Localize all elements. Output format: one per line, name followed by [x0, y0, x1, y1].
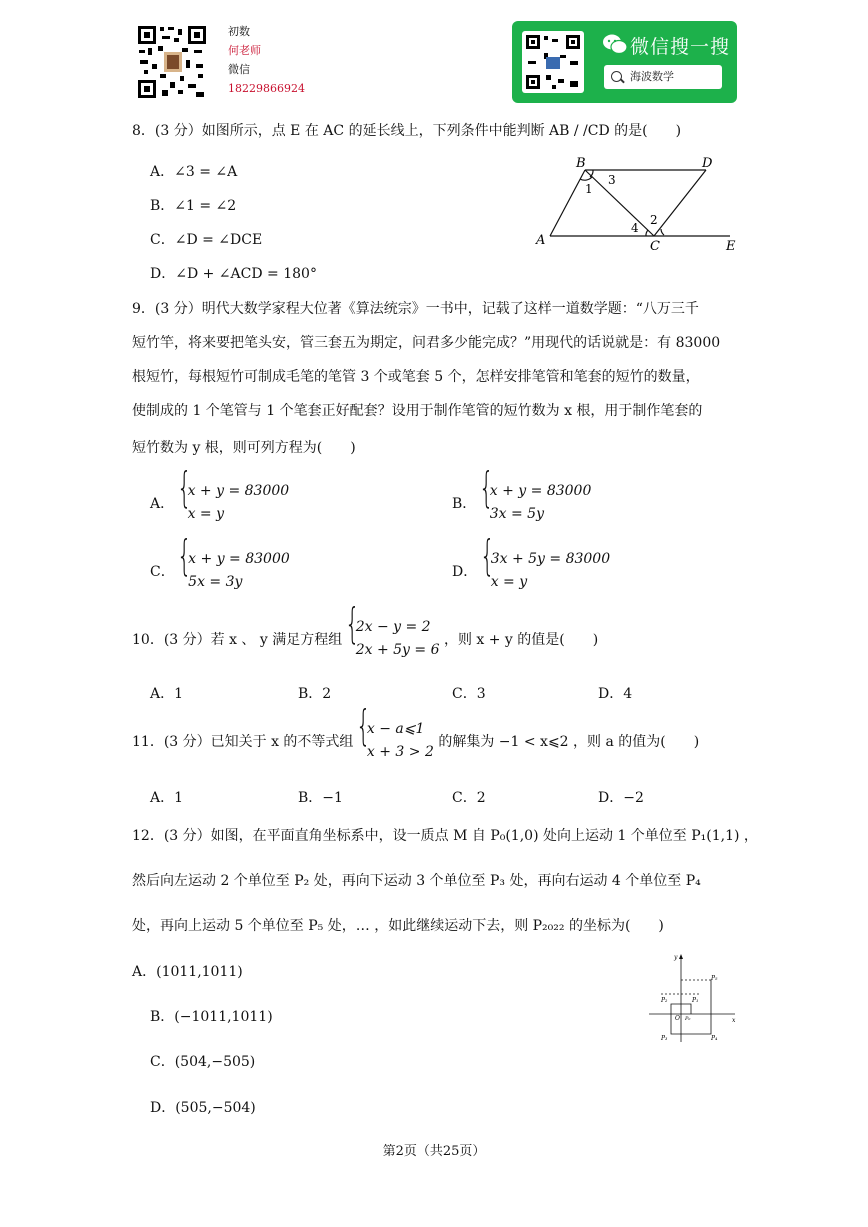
q10-system [347, 616, 440, 662]
wechat-search-title: 微信搜一搜 [630, 36, 731, 58]
q10-option-c: C．3 [452, 686, 486, 702]
banner-qr-code [522, 31, 584, 93]
q11-stem [132, 718, 699, 764]
page-footer: 第2页（共25页） [382, 1144, 486, 1159]
q12-option-c: C．(504,−505) [150, 1054, 256, 1070]
q11-option-b: B．−1 [298, 790, 343, 806]
q8-option-a: A．∠3 = ∠A [150, 164, 238, 180]
q11-option-d: D．−2 [598, 790, 644, 806]
angle-4-label: 4 [631, 221, 639, 235]
angle-2-label: 2 [650, 213, 658, 227]
qr-code-icon [522, 31, 584, 93]
q9-option-b-system [481, 480, 592, 526]
q9-option-c-label: C． [150, 564, 175, 580]
q9-b-eq1: { x + y = 83000 [489, 483, 592, 499]
qr-code-left [136, 24, 208, 100]
q11-eq1: { x − a⩽1 [366, 721, 425, 737]
q11-option-c: C．2 [452, 790, 486, 806]
q9-option-c-system [179, 548, 290, 594]
q9-d-eq1: { 3x + 5y = 83000 [490, 551, 611, 567]
q11-post: 的解集为 −1 < x⩽2 ，则 a 的值为( ) [438, 734, 700, 750]
contact-line-3: 微信 [228, 63, 250, 76]
origin-label: O [675, 1015, 680, 1022]
q12-option-d: D．(505,−504) [150, 1100, 256, 1116]
contact-line-1: 初数 [228, 25, 250, 38]
angle-1-label: 1 [585, 182, 593, 196]
q10-option-a: A．1 [150, 686, 184, 702]
q9-line-4: 使制成的 1 个笔管与 1 个笔套正好配套？设用于制作笔管的短竹数为 x 根，用于制作笔套的 [132, 403, 703, 419]
q9-option-a [150, 480, 289, 526]
x-axis-label: x [732, 1017, 736, 1024]
p1-label: P₁ [692, 997, 699, 1004]
wechat-search-banner [512, 21, 737, 103]
p0-label: P₀ [685, 1016, 691, 1022]
wechat-search-box[interactable] [604, 65, 722, 89]
q9-line-5: 短竹数为 y 根，则可列方程为( ) [132, 440, 356, 456]
q9-line-2: 短竹竿，将来要把笔头安，管三套五为期定，问君多少能完成？”用现代的话说就是：有 83000 [132, 335, 721, 351]
label-a: A [536, 233, 546, 248]
q10-option-b: B．2 [298, 686, 332, 702]
q9-c-eq2: 5x = 3y [188, 574, 243, 590]
q10-eq2: 2x + 5y = 6 [355, 642, 440, 658]
teacher-contact [228, 22, 305, 98]
q9-option-d-system [482, 548, 610, 594]
q10-option-d: D．4 [598, 686, 633, 702]
contact-line-2: 何老师 [228, 44, 261, 57]
label-d: D [702, 156, 713, 171]
q9-line-3: 根短竹，每根短竹可制成毛笔的笔管 3 个或笔套 5 个，怎样安排笔管和笔套的短竹的数量， [132, 369, 700, 385]
wechat-search-query: 海波数学 [630, 70, 674, 83]
label-c: C [650, 239, 660, 254]
p3-label: P₃ [661, 1035, 668, 1042]
angle-3-label: 3 [608, 173, 616, 187]
wechat-logo-icon [602, 33, 628, 55]
q10-eq1: { 2x − y = 2 [355, 619, 431, 635]
q9-option-b-label: B． [452, 496, 477, 512]
q9-option-d-label: D． [452, 564, 478, 580]
qr-code-icon [136, 24, 208, 100]
q12-option-b: B．(−1011,1011) [150, 1009, 273, 1025]
q9-option-a-system [179, 480, 290, 526]
q9-b-eq2: 3x = 5y [489, 506, 544, 522]
q11-eq2: x + 3 > 2 [366, 744, 434, 760]
q9-c-eq1: { x + y = 83000 [188, 551, 290, 567]
q12-line-3: 处，再向上运动 5 个单位至 P₅ 处，… ，如此继续运动下去，则 P₂₀₂₂ 的坐标为( ) [132, 918, 664, 934]
q9-d-eq2: x = y [490, 574, 528, 590]
label-e: E [726, 239, 736, 254]
q10-stem [132, 616, 598, 662]
q9-line-1: 9．(3 分）明代大数学家程大位著《算法统宗》一书中，记载了这样一道数学题：“八万三千 [132, 301, 699, 317]
q11-pre: 11．(3 分）已知关于 x 的不等式组 [132, 734, 354, 750]
p2-label: P₂ [661, 997, 668, 1004]
q12-line-1: 12．(3 分）如图，在平面直角坐标系中，设一质点 M 自 P₀(1,0) 处向上运动 1 个单位至 P₁(1,1) ， [132, 828, 758, 844]
label-b: B [576, 156, 586, 171]
contact-phone: 18229866924 [228, 82, 305, 95]
q12-line-2: 然后向左运动 2 个单位至 P₂ 处，再向下运动 3 个单位至 P₃ 处，再向右运动 4 个单位至 P₄ [132, 873, 701, 889]
q8-option-b: B．∠1 = ∠2 [150, 198, 237, 214]
q9-a-eq1: { x + y = 83000 [187, 483, 290, 499]
q10-pre: 10．(3 分）若 x 、 y 满足方程组 [132, 632, 343, 648]
q8-option-c: C．∠D = ∠DCE [150, 232, 263, 248]
q8-stem: 8．(3 分）如图所示，点 E 在 AC 的延长线上，下列条件中能判断 AB / /CD 的是( ) [132, 123, 682, 139]
p4-label: P₄ [711, 1035, 718, 1042]
q11-option-a: A．1 [150, 790, 184, 806]
q9-option-b [452, 480, 591, 526]
q9-option-d [452, 548, 610, 594]
q12-coordinate-figure [645, 950, 740, 1045]
q9-a-eq2: x = y [187, 506, 225, 522]
y-axis-label: y [674, 954, 678, 961]
q8-option-d: D．∠D + ∠ACD = 180° [150, 266, 317, 282]
q9-option-a-label: A． [150, 496, 175, 512]
q11-system [358, 718, 434, 764]
q9-option-c [150, 548, 290, 594]
search-icon [611, 71, 622, 82]
q10-post: ，则 x + y 的值是( ) [443, 632, 599, 648]
q8-figure [530, 150, 745, 255]
p5-label: P₅ [711, 975, 718, 982]
q12-option-a: A．(1011,1011) [132, 964, 243, 980]
